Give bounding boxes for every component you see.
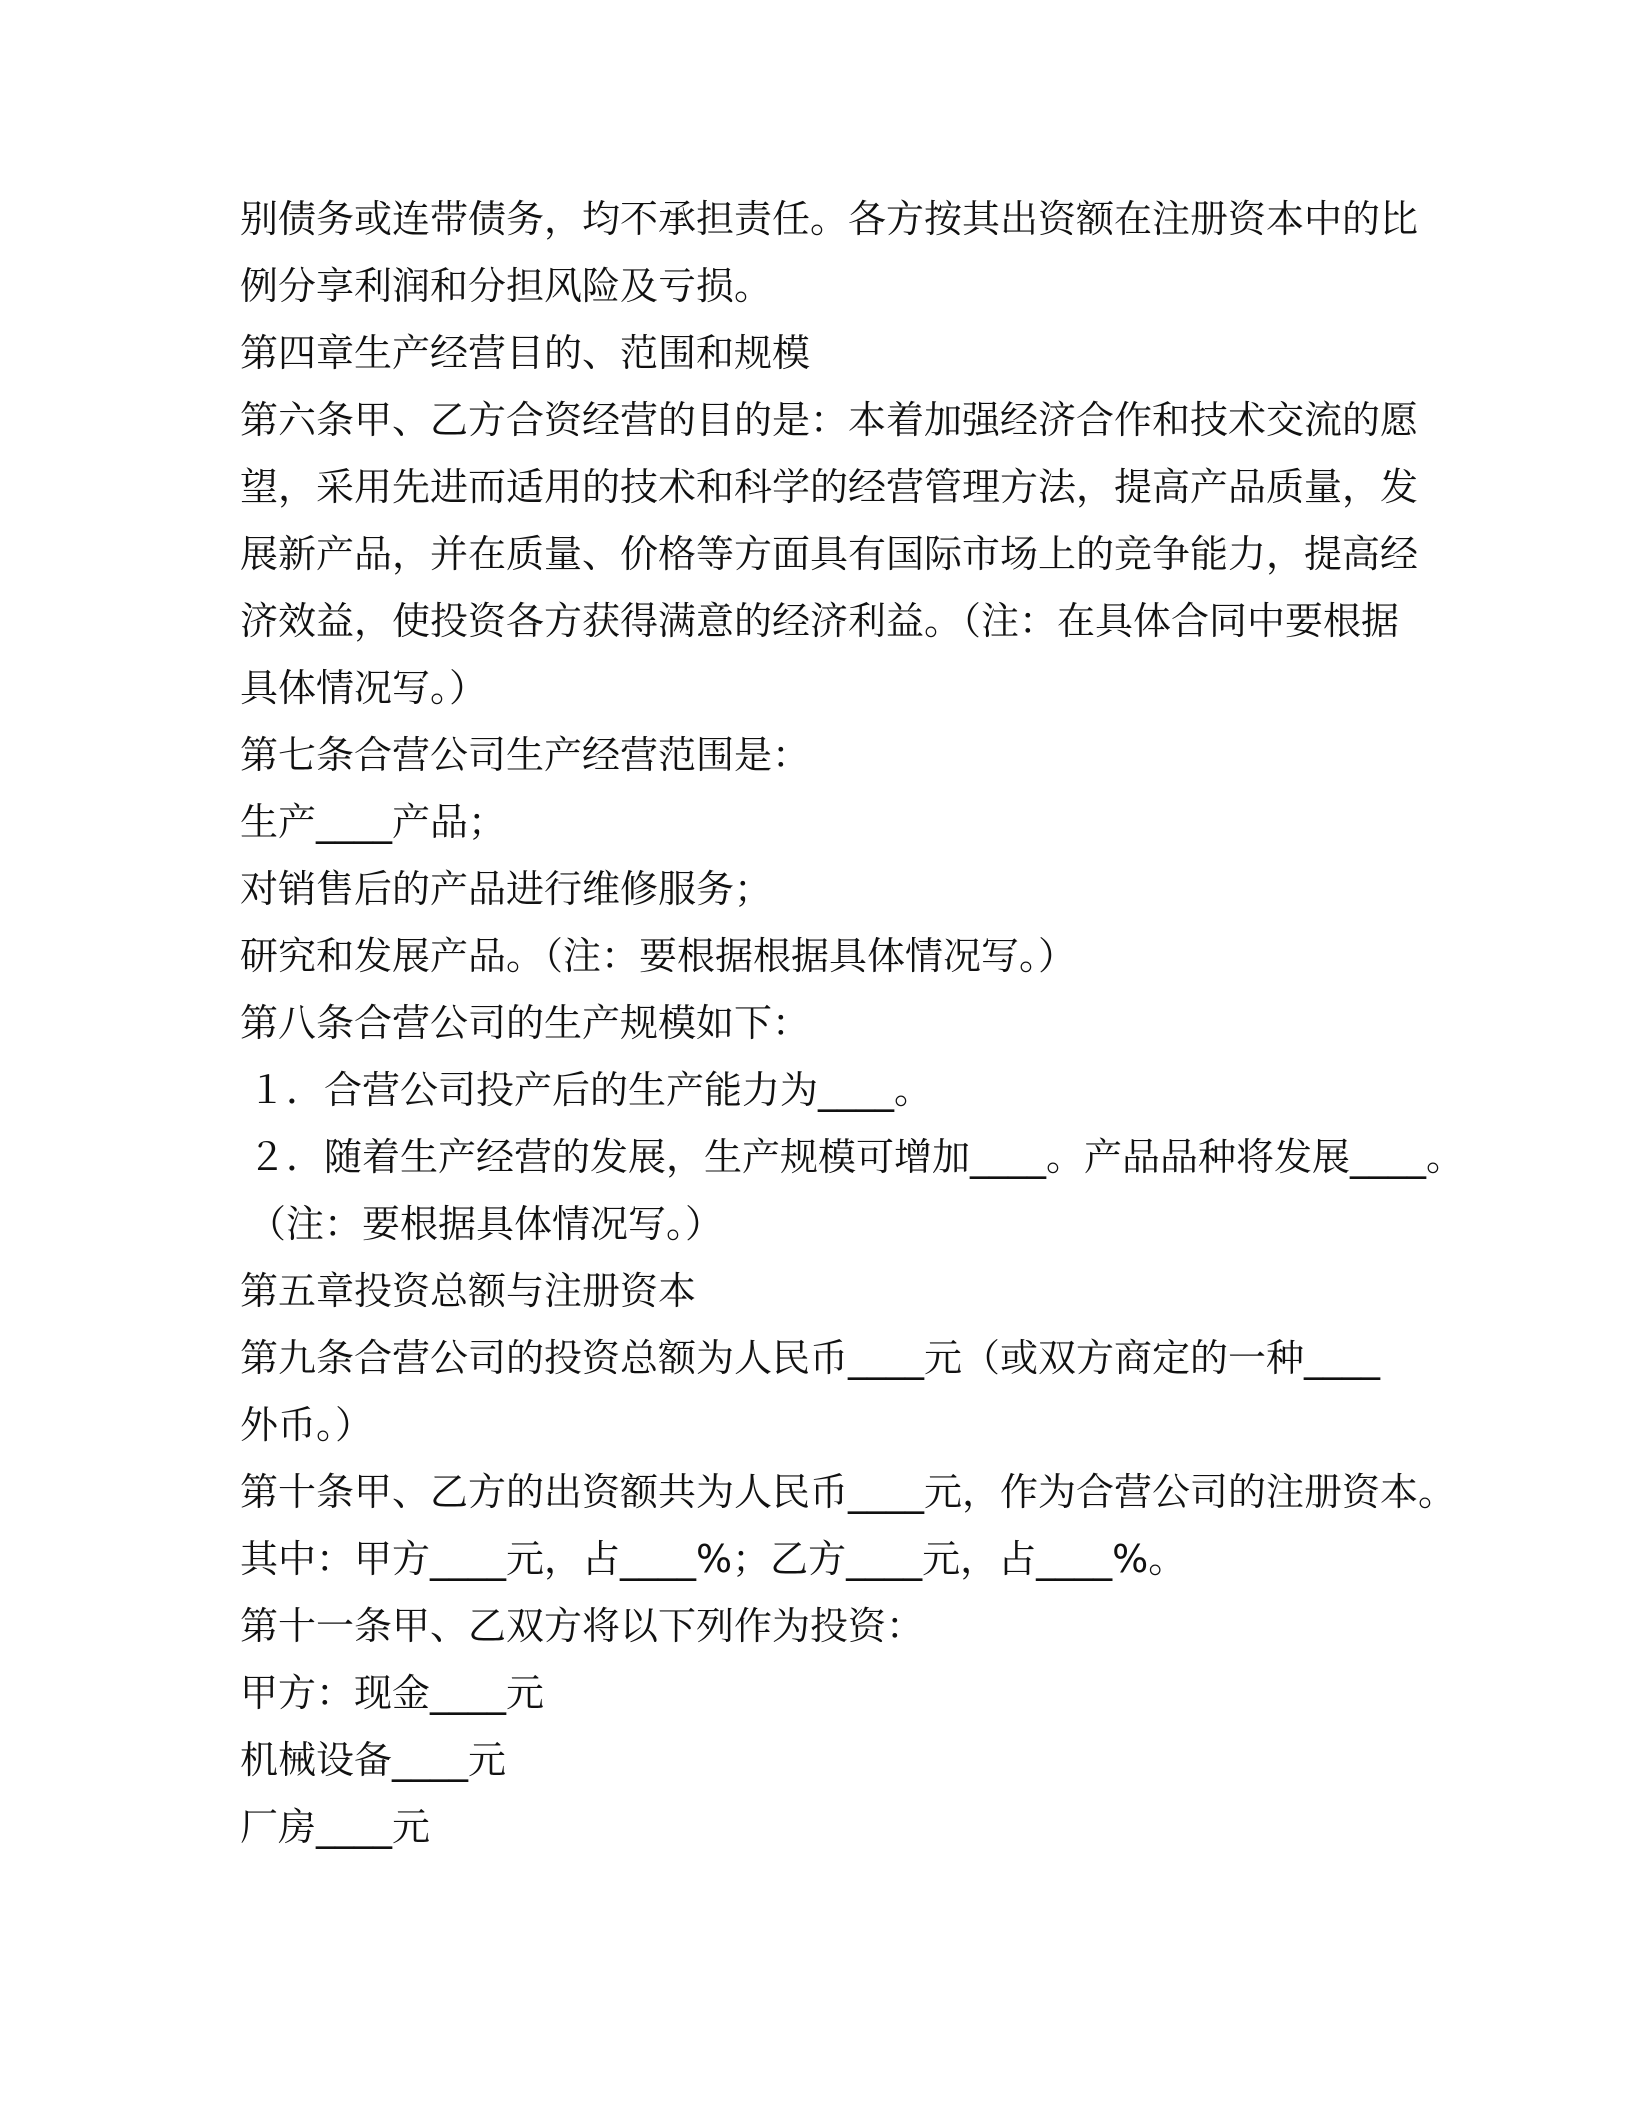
text-line: 具体情况写。）	[240, 666, 488, 710]
text-line: 展新产品，并在质量、价格等方面具有国际市场上的竞争能力，提高经	[240, 532, 1419, 576]
article-text: 第八条合营公司的生产规模如下：	[240, 1001, 811, 1045]
list-item: １．合营公司投产后的生产能力为____。	[248, 1068, 933, 1112]
article-text: 第十一条甲、乙双方将以下列作为投资：	[240, 1604, 925, 1648]
text-line: 例分享利润和分担风险及亏损。	[240, 264, 773, 308]
chapter-heading: 第五章投资总额与注册资本	[240, 1269, 697, 1313]
text-line: 济效益，使投资各方获得满意的经济利益。（注：在具体合同中要根据	[240, 599, 1400, 643]
text-line: 研究和发展产品。（注：要根据根据具体情况写。）	[240, 934, 1077, 978]
text-line: 外币。）	[240, 1403, 374, 1447]
document-body	[240, 186, 1465, 1861]
text-line: 机械设备____元	[240, 1738, 507, 1782]
text-line: 生产____产品；	[240, 800, 507, 844]
article-text: 第九条合营公司的投资总额为人民币____元（或双方商定的一种____	[240, 1336, 1381, 1380]
text-line: 望，采用先进而适用的技术和科学的经营管理方法，提高产品质量，发	[240, 465, 1419, 509]
chapter-heading: 第四章生产经营目的、范围和规模	[240, 331, 811, 375]
text-line: （注：要根据具体情况写。）	[248, 1202, 724, 1246]
article-text: 第六条甲、乙方合资经营的目的是：本着加强经济合作和技术交流的愿	[240, 398, 1419, 442]
text-line: 厂房____元	[240, 1805, 431, 1849]
text-line: 对销售后的产品进行维修服务；	[240, 867, 773, 911]
article-text: 第七条合营公司生产经营范围是：	[240, 733, 811, 777]
text-line: 甲方：现金____元	[240, 1671, 545, 1715]
text-line: 别债务或连带债务，均不承担责任。各方按其出资额在注册资本中的比	[240, 197, 1419, 241]
article-text: 第十条甲、乙方的出资额共为人民币____元，作为合营公司的注册资本。	[240, 1470, 1457, 1514]
text-line: 其中：甲方____元，占____%；乙方____元，占____%。	[240, 1537, 1187, 1581]
list-item: ２．随着生产经营的发展，生产规模可增加____。产品品种将发展____。	[248, 1135, 1465, 1179]
